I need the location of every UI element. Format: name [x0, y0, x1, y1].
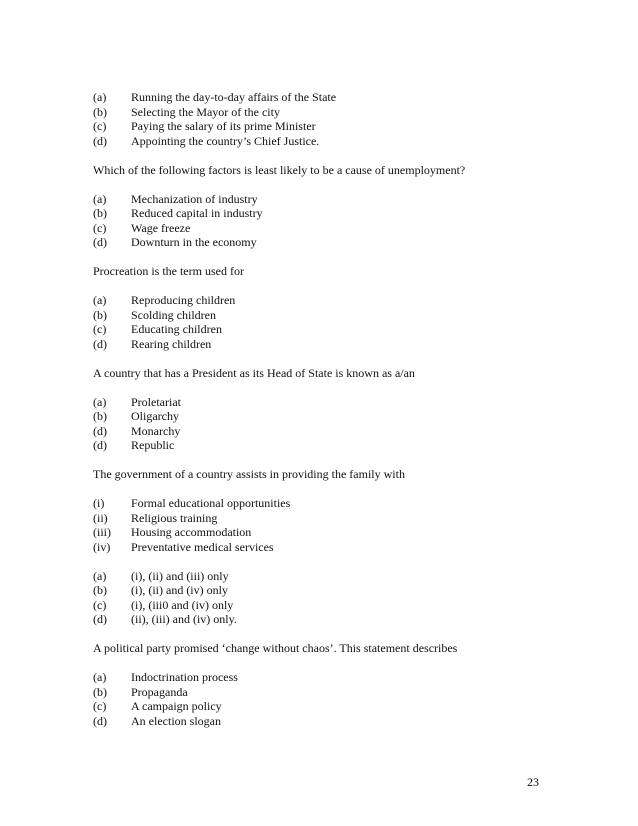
- option-item: [93, 612, 563, 627]
- option-label: (b): [93, 104, 107, 119]
- option-label: (d): [93, 612, 107, 626]
- option-text: (ii), (iii) and (iv) only.: [131, 612, 237, 626]
- option-list: [93, 670, 563, 728]
- question-text: A country that has a President as its Head of State is known as a/an: [93, 365, 415, 380]
- option-text: Monarchy: [131, 423, 181, 438]
- block-spacer: [93, 380, 563, 395]
- option-label: (d): [93, 235, 107, 249]
- option-item: [93, 322, 563, 337]
- option-text: (i), (iii0 and (iv) only: [131, 597, 234, 612]
- option-label: (d): [93, 423, 107, 438]
- option-text: Selecting the Mayor of the city: [131, 104, 280, 119]
- option-text: Propaganda: [131, 684, 188, 699]
- option-text: Reduced capital in industry: [131, 206, 263, 220]
- option-item: [93, 685, 563, 700]
- option-text: Oligarchy: [131, 409, 179, 423]
- option-list: [93, 192, 563, 250]
- block-spacer: [93, 554, 563, 569]
- option-label: (i): [93, 496, 105, 510]
- option-item: [93, 569, 563, 584]
- option-text: Formal educational opportunities: [131, 496, 291, 510]
- option-label: (d): [93, 133, 107, 148]
- block-spacer: [93, 627, 563, 642]
- option-label: (d): [93, 713, 107, 728]
- option-item: [93, 583, 563, 598]
- document-page: [93, 90, 563, 728]
- option-item: [93, 438, 563, 453]
- option-text: Wage freeze: [131, 220, 191, 235]
- option-text: Indoctrination process: [131, 670, 238, 684]
- option-label: (a): [93, 191, 107, 206]
- option-list: [93, 90, 563, 148]
- option-label: (b): [93, 583, 107, 597]
- block-spacer: [93, 656, 563, 671]
- page-number: 23: [527, 775, 539, 789]
- option-text: Downturn in the economy: [131, 235, 257, 249]
- block-spacer: [93, 482, 563, 497]
- option-item: [93, 511, 563, 526]
- option-item: [93, 424, 563, 439]
- option-text: Educating children: [131, 322, 222, 336]
- option-text: Preventative medical services: [131, 539, 274, 554]
- block-spacer: [93, 453, 563, 468]
- option-text: Housing accommodation: [131, 525, 252, 539]
- option-text: Rearing children: [131, 336, 212, 351]
- option-item: [93, 337, 563, 352]
- question-text: A political party promised ‘change without chaos’. This statement describes: [93, 641, 458, 655]
- option-list: [93, 293, 563, 351]
- option-item: [93, 525, 563, 540]
- question-text: The government of a country assists in providing the family with: [93, 467, 405, 481]
- option-label: (b): [93, 409, 107, 423]
- option-label: (b): [93, 206, 107, 220]
- option-label: (ii): [93, 510, 108, 525]
- option-item: [93, 409, 563, 424]
- option-item: [93, 235, 563, 250]
- option-text: Republic: [131, 438, 175, 452]
- option-list: [93, 395, 563, 453]
- option-label: (d): [93, 438, 107, 452]
- option-item: [93, 293, 563, 308]
- block-spacer: [93, 148, 563, 163]
- option-item: [93, 496, 563, 511]
- block-spacer: [93, 279, 563, 294]
- option-text: Running the day-to-day affairs of the State: [131, 90, 337, 104]
- block-spacer: [93, 351, 563, 366]
- option-item: [93, 119, 563, 134]
- option-item: [93, 670, 563, 685]
- option-label: (a): [93, 394, 107, 409]
- option-text: An election slogan: [131, 713, 221, 728]
- option-text: Proletariat: [131, 394, 181, 409]
- option-label: (a): [93, 568, 107, 583]
- option-label: (b): [93, 684, 107, 699]
- option-item: [93, 105, 563, 120]
- option-text: Reproducing children: [131, 293, 236, 307]
- option-list: [93, 569, 563, 627]
- option-text: A campaign policy: [131, 699, 222, 713]
- block-spacer: [93, 177, 563, 192]
- option-text: Mechanization of industry: [131, 191, 258, 206]
- option-label: (a): [93, 293, 107, 307]
- option-text: Religious training: [131, 510, 218, 525]
- option-label: (c): [93, 119, 107, 133]
- option-item: [93, 134, 563, 149]
- option-label: (c): [93, 220, 107, 235]
- option-label: (a): [93, 670, 107, 684]
- option-label: (a): [93, 90, 107, 104]
- option-text: Appointing the country’s Chief Justice.: [131, 133, 320, 148]
- option-item: [93, 540, 563, 555]
- option-label: (c): [93, 699, 107, 713]
- block-spacer: [93, 250, 563, 265]
- question-text: Procreation is the term used for: [93, 264, 244, 278]
- option-label: (c): [93, 597, 107, 612]
- option-text: Scolding children: [131, 307, 216, 322]
- option-label: (b): [93, 307, 107, 322]
- option-label: (iii): [93, 525, 111, 539]
- option-text: (i), (ii) and (iii) only: [131, 568, 229, 583]
- option-list: [93, 496, 563, 554]
- option-item: [93, 714, 563, 729]
- option-label: (iv): [93, 539, 111, 554]
- option-text: Paying the salary of its prime Minister: [131, 119, 316, 133]
- question-text: Which of the following factors is least likely to be a cause of unemployment?: [93, 162, 466, 177]
- option-item: [93, 308, 563, 323]
- option-item: [93, 206, 563, 221]
- option-label: (d): [93, 336, 107, 351]
- option-item: [93, 221, 563, 236]
- option-item: [93, 598, 563, 613]
- option-text: (i), (ii) and (iv) only: [131, 583, 228, 597]
- option-item: [93, 395, 563, 410]
- option-item: [93, 192, 563, 207]
- option-item: [93, 90, 563, 105]
- option-item: [93, 699, 563, 714]
- option-label: (c): [93, 322, 107, 336]
